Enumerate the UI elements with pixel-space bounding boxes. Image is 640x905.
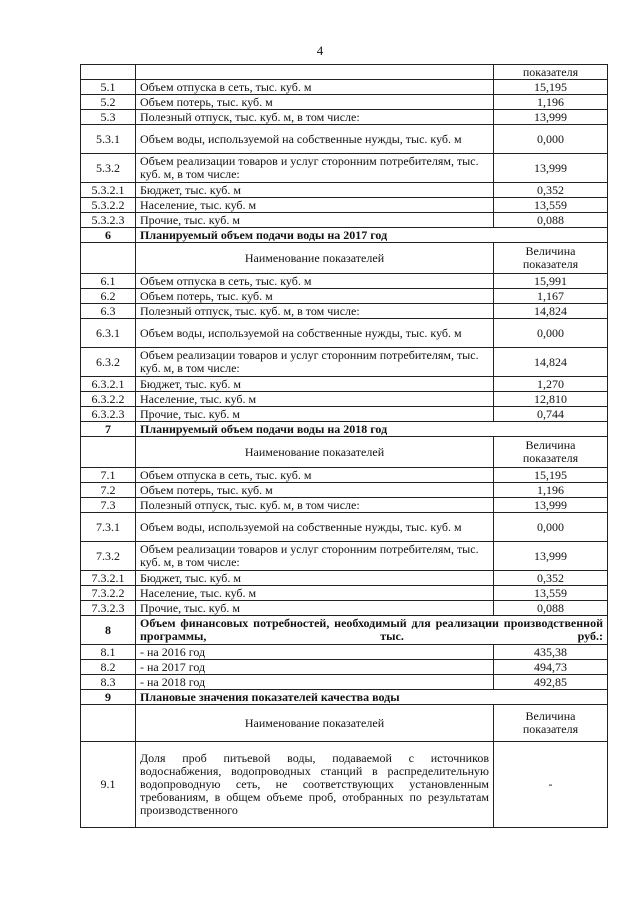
row-number-cell: 7.3.2.2 (81, 586, 136, 601)
row-name-cell: Бюджет, тыс. куб. м (136, 183, 494, 198)
table-row (81, 348, 608, 377)
section-row (81, 228, 608, 243)
row-number-cell: 6.2 (81, 289, 136, 304)
indicators-table (80, 64, 608, 828)
section-title-cell: Плановые значения показателей качества воды (136, 690, 608, 705)
table-row (81, 80, 608, 95)
table-row (81, 213, 608, 228)
table-row (81, 154, 608, 183)
table-row (81, 95, 608, 110)
section-number-cell: 8 (81, 616, 136, 645)
table-row (81, 198, 608, 213)
row-name-cell: - на 2017 год (136, 660, 494, 675)
row-number-cell: 6.3.1 (81, 319, 136, 348)
row-name-cell: Бюджет, тыс. куб. м (136, 377, 494, 392)
table-row (81, 65, 608, 80)
row-value-cell: 0,352 (494, 571, 608, 586)
row-number-cell: 6.3.2.1 (81, 377, 136, 392)
row-name-cell: Объем реализации товаров и услуг сторонним потребителям, тыс. куб. м, в том числе: (136, 348, 494, 377)
row-name-cell: Прочие, тыс. куб. м (136, 213, 494, 228)
row-value-cell: 0,088 (494, 213, 608, 228)
row-number-cell: 7.2 (81, 483, 136, 498)
row-name-cell: Объем воды, используемой на собственные нужды, тыс. куб. м (136, 319, 494, 348)
row-value-cell: 12,810 (494, 392, 608, 407)
section-number-cell: 9 (81, 690, 136, 705)
row-name-cell: Бюджет, тыс. куб. м (136, 571, 494, 586)
header-empty-cell (81, 705, 136, 742)
row-value-cell: 15,195 (494, 80, 608, 95)
table-row (81, 125, 608, 154)
row-name-cell: Прочие, тыс. куб. м (136, 407, 494, 422)
table-row (81, 483, 608, 498)
row-number-cell (81, 65, 136, 80)
table-row (81, 498, 608, 513)
table-row (81, 407, 608, 422)
row-name-cell: Объем реализации товаров и услуг сторонним потребителям, тыс. куб. м, в том числе: (136, 542, 494, 571)
row-name-cell: Объем потерь, тыс. куб. м (136, 95, 494, 110)
header-row (81, 243, 608, 274)
table-row (81, 675, 608, 690)
row-value-cell: 0,744 (494, 407, 608, 422)
row-number-cell: 5.3.2.3 (81, 213, 136, 228)
row-value-cell: 13,559 (494, 586, 608, 601)
section-number-cell: 6 (81, 228, 136, 243)
column-header-name: Наименование показателей (136, 243, 494, 274)
row-number-cell: 5.3 (81, 110, 136, 125)
row-name-cell: Объем воды, используемой на собственные нужды, тыс. куб. м (136, 513, 494, 542)
section-row (81, 690, 608, 705)
row-number-cell: 6.3.2 (81, 348, 136, 377)
row-value-cell: 1,196 (494, 95, 608, 110)
row-value-cell: 1,167 (494, 289, 608, 304)
row-value-cell: показателя (494, 65, 608, 80)
table-row (81, 542, 608, 571)
section-number-cell: 7 (81, 422, 136, 437)
table-row (81, 742, 608, 828)
row-number-cell: 9.1 (81, 742, 136, 828)
table-row (81, 319, 608, 348)
column-header-value: Величина показателя (494, 243, 608, 274)
row-value-cell: 13,999 (494, 542, 608, 571)
section-row (81, 422, 608, 437)
row-number-cell: 6.3.2.3 (81, 407, 136, 422)
row-name-cell: Объем воды, используемой на собственные нужды, тыс. куб. м (136, 125, 494, 154)
row-value-cell: 492,85 (494, 675, 608, 690)
row-name-cell: Объем отпуска в сеть, тыс. куб. м (136, 274, 494, 289)
row-value-cell: 0,352 (494, 183, 608, 198)
row-number-cell: 7.3.2.3 (81, 601, 136, 616)
row-name-cell: Объем потерь, тыс. куб. м (136, 483, 494, 498)
table-row (81, 601, 608, 616)
row-value-cell: 13,999 (494, 154, 608, 183)
row-number-cell: 7.3.2.1 (81, 571, 136, 586)
row-value-cell: 13,999 (494, 110, 608, 125)
row-name-cell: Полезный отпуск, тыс. куб. м, в том числе: (136, 498, 494, 513)
row-name-cell: Объем отпуска в сеть, тыс. куб. м (136, 80, 494, 95)
row-number-cell: 5.2 (81, 95, 136, 110)
row-number-cell: 8.1 (81, 645, 136, 660)
row-number-cell: 5.3.1 (81, 125, 136, 154)
row-name-cell: Объем реализации товаров и услуг сторонним потребителям, тыс. куб. м, в том числе: (136, 154, 494, 183)
column-header-value: Величина показателя (494, 705, 608, 742)
row-number-cell: 5.3.2 (81, 154, 136, 183)
row-name-cell: Объем отпуска в сеть, тыс. куб. м (136, 468, 494, 483)
header-empty-cell (81, 437, 136, 468)
row-number-cell: 6.3 (81, 304, 136, 319)
row-value-cell: 0,088 (494, 601, 608, 616)
table-row (81, 660, 608, 675)
row-name-cell: Население, тыс. куб. м (136, 586, 494, 601)
table-row (81, 110, 608, 125)
row-value-cell: 13,999 (494, 498, 608, 513)
row-number-cell: 8.2 (81, 660, 136, 675)
row-value-cell: 14,824 (494, 304, 608, 319)
table-row (81, 377, 608, 392)
row-number-cell: 5.3.2.2 (81, 198, 136, 213)
row-value-cell: 494,73 (494, 660, 608, 675)
row-name-cell: - на 2018 год (136, 675, 494, 690)
row-value-cell: 1,270 (494, 377, 608, 392)
row-number-cell: 7.3.2 (81, 542, 136, 571)
row-number-cell: 7.3.1 (81, 513, 136, 542)
section-row (81, 616, 608, 645)
table-row (81, 392, 608, 407)
row-value-cell: - (494, 742, 608, 828)
row-number-cell: 7.3 (81, 498, 136, 513)
row-number-cell: 6.1 (81, 274, 136, 289)
row-name-cell: Объем потерь, тыс. куб. м (136, 289, 494, 304)
row-value-cell: 14,824 (494, 348, 608, 377)
row-number-cell: 5.1 (81, 80, 136, 95)
column-header-name: Наименование показателей (136, 437, 494, 468)
row-value-cell: 1,196 (494, 483, 608, 498)
header-row (81, 705, 608, 742)
section-title-cell: Планируемый объем подачи воды на 2017 год (136, 228, 608, 243)
row-name-cell (136, 65, 494, 80)
row-value-cell: 15,195 (494, 468, 608, 483)
row-number-cell: 5.3.2.1 (81, 183, 136, 198)
row-value-cell: 0,000 (494, 513, 608, 542)
table-row (81, 274, 608, 289)
page-number: 4 (316, 43, 324, 58)
row-name-cell: Доля проб питьевой воды, подаваемой с источников водоснабжения, водопроводных станций в распределительную водопроводную сеть, не соответствующих установленным требованиям, в общем объеме проб, отобранных по результатам производственного (136, 742, 494, 828)
table-row (81, 645, 608, 660)
section-title-cell: Объем финансовых потребностей, необходимый для реализации производственной программы, тыс. руб.: (136, 616, 608, 645)
row-name-cell: Полезный отпуск, тыс. куб. м, в том числе: (136, 110, 494, 125)
table-row (81, 468, 608, 483)
row-number-cell: 7.1 (81, 468, 136, 483)
row-name-cell: - на 2016 год (136, 645, 494, 660)
row-value-cell: 0,000 (494, 125, 608, 154)
column-header-value: Величина показателя (494, 437, 608, 468)
row-number-cell: 6.3.2.2 (81, 392, 136, 407)
section-title-cell: Планируемый объем подачи воды на 2018 год (136, 422, 608, 437)
table-row (81, 304, 608, 319)
column-header-name: Наименование показателей (136, 705, 494, 742)
row-value-cell: 15,991 (494, 274, 608, 289)
table-row (81, 513, 608, 542)
table-row (81, 571, 608, 586)
row-value-cell: 435,38 (494, 645, 608, 660)
row-number-cell: 8.3 (81, 675, 136, 690)
table-row (81, 586, 608, 601)
row-name-cell: Население, тыс. куб. м (136, 392, 494, 407)
row-name-cell: Население, тыс. куб. м (136, 198, 494, 213)
table-row (81, 289, 608, 304)
row-value-cell: 13,559 (494, 198, 608, 213)
header-empty-cell (81, 243, 136, 274)
row-name-cell: Полезный отпуск, тыс. куб. м, в том числе: (136, 304, 494, 319)
header-row (81, 437, 608, 468)
table-row (81, 183, 608, 198)
row-value-cell: 0,000 (494, 319, 608, 348)
row-name-cell: Прочие, тыс. куб. м (136, 601, 494, 616)
